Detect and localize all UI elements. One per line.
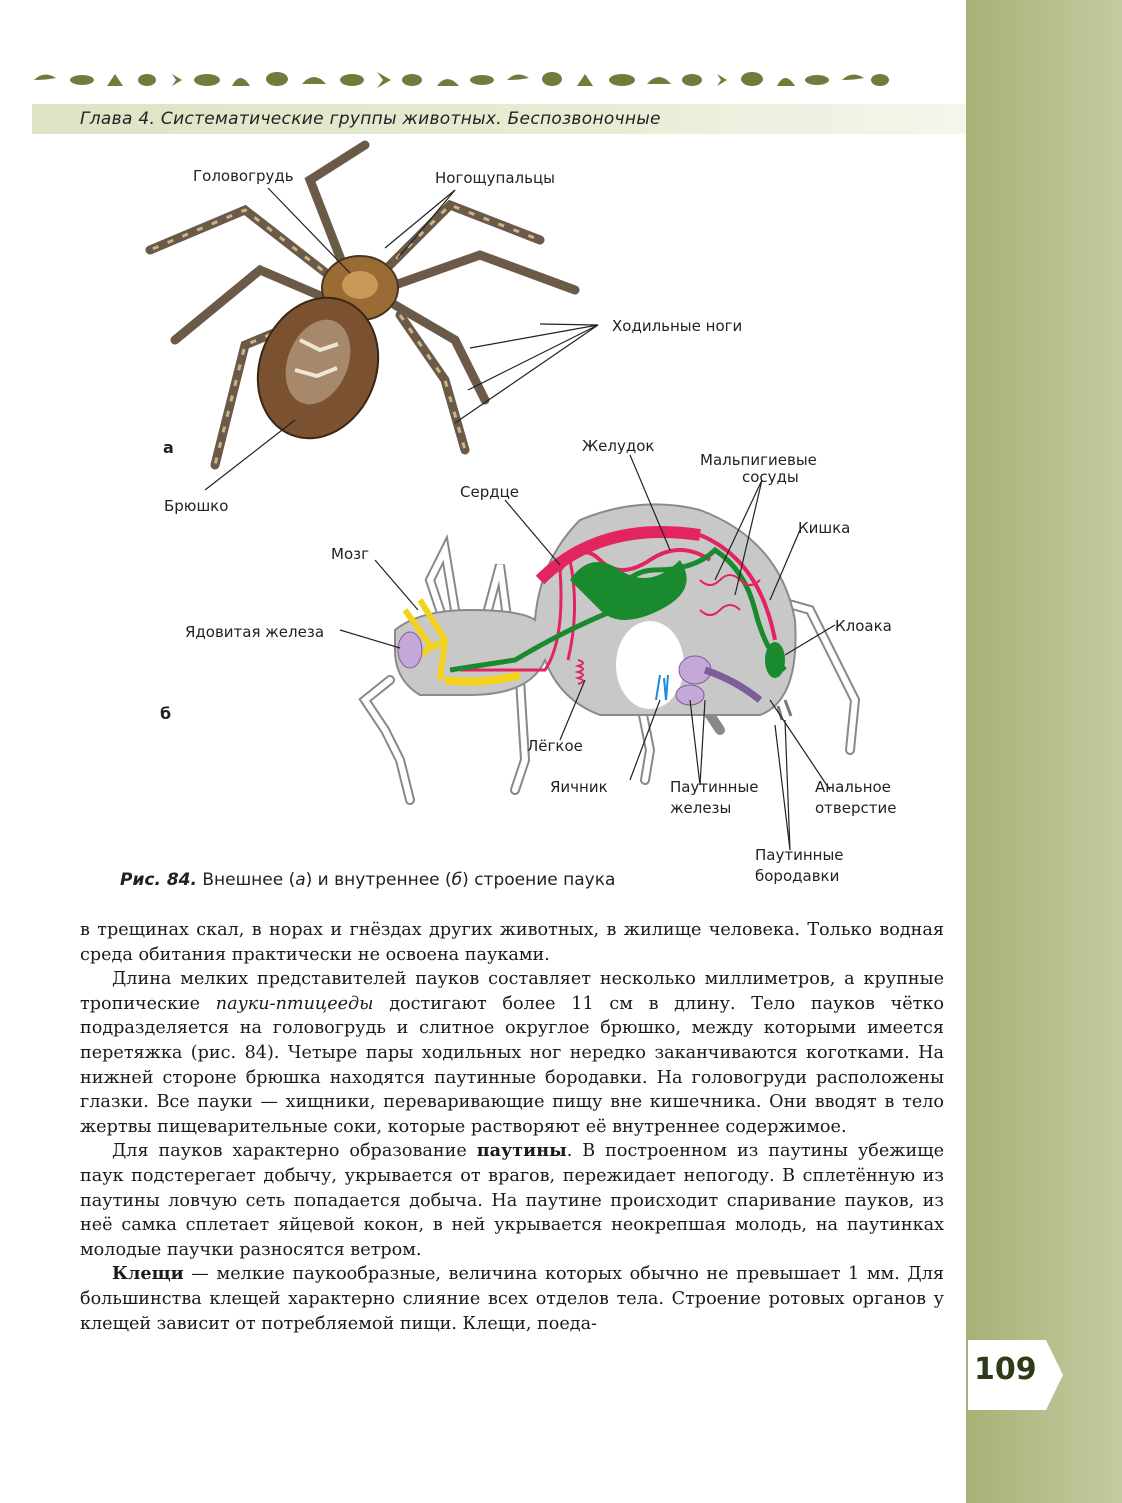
caption-number: Рис. 84. [120, 870, 197, 890]
animal-silhouettes-icon [32, 66, 892, 92]
panel-b-label: б [160, 704, 172, 723]
side-margin-band [966, 0, 1122, 1503]
caption-a: а [295, 870, 306, 890]
label-cephalothorax: Головогрудь [193, 167, 294, 185]
caption-text-3: ) строение паука [462, 870, 616, 890]
p2-text-2: достигают более 11 см в длину. Тело пауков чётко подразделяется на головогрудь и слитное округлое брюшко, между которыми имеется перетяжка (рис. 84). Четыре пары ходильных ног нередко заканчиваются коготками. На нижней стороне брюшка находятся паутинные бородавки. На головогруди расположены глазки. Все пауки — хищники, переваривающие пищу вне кишечника. Они вводят в тело жертвы пищеварительные соки, которые растворяют её внутреннее содержимое. [80, 993, 944, 1137]
p4-text-1: — мелкие паукообразные, величина которых обычно не превышает 1 мм. Для большинства клещей характерно слияние всех отделов тела. Строение ротовых органов у клещей зависит от потребляемой пищи. Клещи, поеда- [80, 1264, 944, 1334]
label-brain: Мозг [331, 545, 369, 563]
label-lung: Лёгкое [527, 737, 583, 755]
label-stomach: Желудок [582, 437, 655, 455]
label-cloaca: Клоака [835, 617, 892, 635]
label-ovary: Яичник [550, 778, 608, 796]
label-malpighian-1: Мальпигиевые [700, 451, 817, 469]
paragraph-2 [80, 967, 944, 1139]
spider-external-drawing [150, 145, 575, 465]
p3-text-1: Для пауков характерно образование [112, 1141, 477, 1162]
p3-bold-term: паутины [476, 1140, 567, 1162]
label-walking-legs: Ходильные ноги [612, 317, 743, 335]
p3-text-2: . В построенном из паутины убежище паук подстерегает добычу, укрывается от врагов, пережидает непогоду. В сплетённую из паутины ловчую сеть попадается добыча. На паутине происходит спаривание пауков, из неё самка сплетает яйцевой кокон, в ней укрывается неокрепшая молодь, на паутинках молодые паучки разносятся ветром. [80, 1141, 944, 1260]
p2-italic-term: пауки-птицееды [215, 993, 374, 1014]
panel-a-label: а [163, 438, 174, 457]
label-heart: Сердце [460, 483, 520, 501]
label-spinnerets-2: бородавки [755, 867, 840, 885]
paragraph-3 [80, 1139, 944, 1262]
label-abdomen: Брюшко [164, 497, 229, 515]
label-malpighian-2: сосуды [742, 468, 799, 486]
figure-caption [120, 870, 615, 890]
label-anus-2: отверстие [815, 799, 897, 817]
body-text [80, 918, 944, 1336]
caption-text-2: ) и внутреннее ( [305, 870, 452, 890]
figure-84 [0, 140, 966, 910]
label-intestine: Кишка [798, 519, 851, 537]
caption-b: б [451, 870, 463, 890]
p2-text-1: Длина мелких представителей пауков составляет несколько миллиметров, а крупные тропические [80, 969, 944, 1014]
label-anus-1: Анальное [815, 778, 891, 796]
label-spinnerets-1: Паутинные [755, 846, 844, 864]
p4-bold-term: Клещи [112, 1263, 184, 1285]
page-number: 109 [974, 1352, 1037, 1387]
chapter-title: Глава 4. Систематические группы животных. Беспозвоночные [80, 109, 661, 129]
caption-text-1: Внешнее ( [196, 870, 296, 890]
paragraph-4 [80, 1262, 944, 1336]
label-silk-glands-1: Паутинные [670, 778, 759, 796]
paragraph-1: в трещинах скал, в норах и гнёздах других животных, в жилище человека. Только водная среда обитания практически не освоена пауками. [80, 920, 944, 965]
label-silk-glands-2: железы [670, 799, 732, 817]
label-venom-gland: Ядовитая железа [185, 623, 325, 641]
spider-internal-drawing [365, 504, 855, 800]
label-pedipalps: Ногощупальцы [435, 169, 555, 187]
